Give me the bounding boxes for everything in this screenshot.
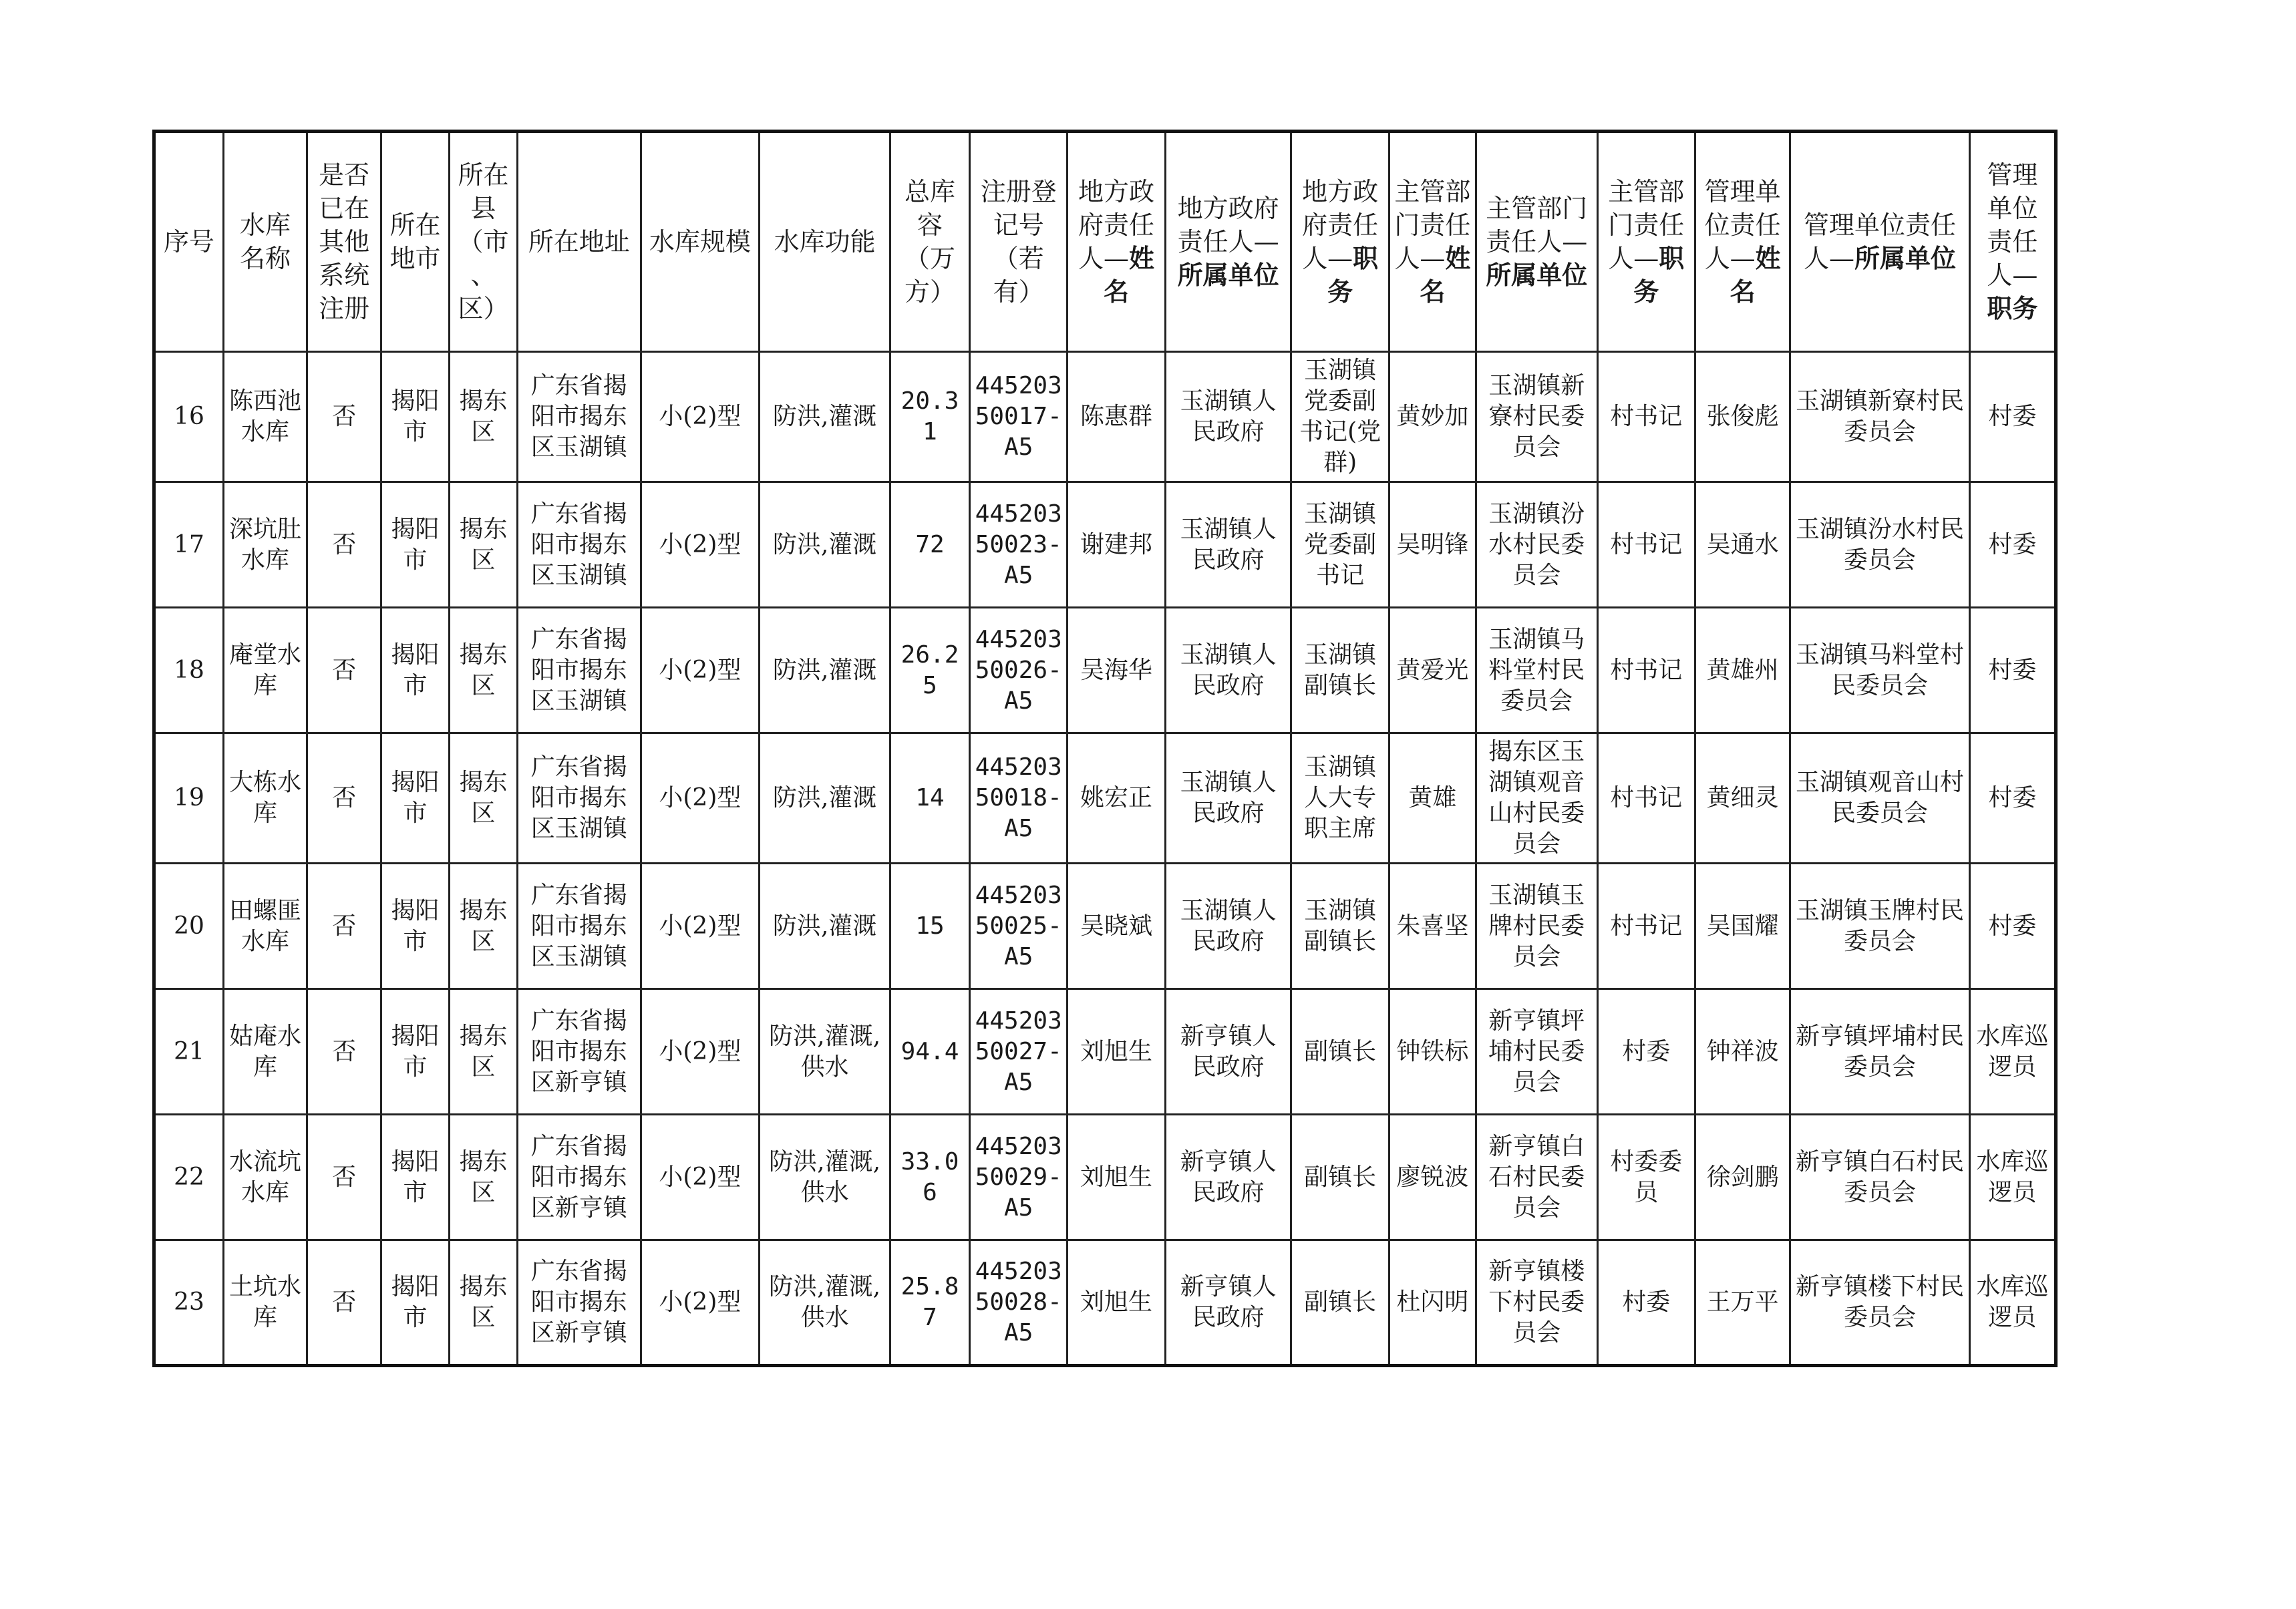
cell-dept-unit: 玉湖镇汾水村民委员会 (1476, 482, 1597, 608)
cell-dept-unit: 揭东区玉湖镇观音山村民委员会 (1476, 733, 1597, 864)
cell-dept-title: 村书记 (1597, 352, 1695, 482)
cell-dept-name: 黄雄 (1389, 733, 1476, 864)
cell-registration-number: 44520350028-A5 (970, 1240, 1068, 1366)
cell-seq: 22 (154, 1115, 224, 1240)
cell-registered: 否 (307, 1240, 381, 1366)
cell-reservoir-name: 大栋水库 (223, 733, 307, 864)
cell-function: 防洪,灌溉 (760, 864, 890, 989)
cell-city: 揭阳市 (381, 608, 450, 733)
cell-registered: 否 (307, 608, 381, 733)
cell-dept-unit: 新亨镇坪埔村民委员会 (1476, 989, 1597, 1115)
cell-capacity: 94.4 (890, 989, 969, 1115)
cell-dept-title: 村委 (1597, 1240, 1695, 1366)
cell-registration-number: 44520350023-A5 (970, 482, 1068, 608)
cell-county: 揭东区 (450, 1240, 518, 1366)
cell-mgmt-unit: 玉湖镇汾水村民委员会 (1790, 482, 1969, 608)
cell-registration-number: 44520350029-A5 (970, 1115, 1068, 1240)
cell-mgmt-unit: 新亨镇白石村民委员会 (1790, 1115, 1969, 1240)
header-gov-title-prefix: 地方政府责任人— (1302, 177, 1379, 273)
header-gov-name-field: 姓名 (1104, 243, 1155, 307)
cell-dept-name: 杜闪明 (1389, 1240, 1476, 1366)
cell-scale: 小(2)型 (641, 1240, 760, 1366)
cell-address: 广东省揭阳市揭东区玉湖镇 (517, 864, 641, 989)
cell-capacity: 26.25 (890, 608, 969, 733)
cell-mgmt-name: 吴国耀 (1695, 864, 1790, 989)
cell-scale: 小(2)型 (641, 733, 760, 864)
cell-dept-unit: 新亨镇楼下村民委员会 (1476, 1240, 1597, 1366)
cell-address: 广东省揭阳市揭东区玉湖镇 (517, 352, 641, 482)
cell-scale: 小(2)型 (641, 1115, 760, 1240)
cell-mgmt-unit: 新亨镇坪埔村民委员会 (1790, 989, 1969, 1115)
cell-address: 广东省揭阳市揭东区新亨镇 (517, 1240, 641, 1366)
header-dept-name-field: 姓名 (1420, 243, 1471, 307)
header-county: 所在县（市、区） (450, 132, 518, 352)
cell-gov-title: 玉湖镇党委副书记(党群) (1291, 352, 1389, 482)
header-mgmt-unit-prefix: 管理单位责任人— (1803, 210, 1956, 273)
cell-registration-number: 44520350027-A5 (970, 989, 1068, 1115)
cell-mgmt-name: 张俊彪 (1695, 352, 1790, 482)
cell-function: 防洪,灌溉 (760, 733, 890, 864)
header-dept-title-prefix: 主管部门责任人— (1608, 177, 1685, 273)
header-function: 水库功能 (760, 132, 890, 352)
header-mgmt-unit-field: 所属单位 (1854, 243, 1956, 273)
table-row (154, 608, 2056, 733)
table-row (154, 1115, 2056, 1240)
cell-gov-title: 玉湖镇副镇长 (1291, 864, 1389, 989)
header-mgmt-title (1969, 132, 2056, 352)
header-mgmt-name-prefix: 管理单位责任人— (1704, 177, 1781, 273)
cell-reservoir-name: 庵堂水库 (223, 608, 307, 733)
cell-seq: 20 (154, 864, 224, 989)
cell-dept-name: 吴明锋 (1389, 482, 1476, 608)
cell-registration-number: 44520350018-A5 (970, 733, 1068, 864)
cell-address: 广东省揭阳市揭东区玉湖镇 (517, 608, 641, 733)
cell-city: 揭阳市 (381, 1115, 450, 1240)
cell-function: 防洪,灌溉,供水 (760, 1115, 890, 1240)
cell-county: 揭东区 (450, 1115, 518, 1240)
cell-dept-name: 廖锐波 (1389, 1115, 1476, 1240)
cell-mgmt-name: 钟祥波 (1695, 989, 1790, 1115)
cell-dept-unit: 新亨镇白石村民委员会 (1476, 1115, 1597, 1240)
cell-gov-unit: 玉湖镇人民政府 (1165, 733, 1291, 864)
cell-city: 揭阳市 (381, 482, 450, 608)
cell-mgmt-name: 王万平 (1695, 1240, 1790, 1366)
header-address: 所在地址 (517, 132, 641, 352)
cell-dept-name: 黄爱光 (1389, 608, 1476, 733)
header-seq: 序号 (154, 132, 224, 352)
cell-mgmt-title: 村委 (1969, 864, 2056, 989)
header-scale: 水库规模 (641, 132, 760, 352)
cell-seq: 18 (154, 608, 224, 733)
cell-gov-name: 陈惠群 (1068, 352, 1165, 482)
cell-gov-title: 副镇长 (1291, 989, 1389, 1115)
cell-mgmt-name: 黄细灵 (1695, 733, 1790, 864)
cell-function: 防洪,灌溉,供水 (760, 1240, 890, 1366)
header-gov-name-prefix: 地方政府责任人— (1078, 177, 1155, 273)
header-gov-unit-field: 所属单位 (1177, 260, 1279, 290)
cell-gov-unit: 新亨镇人民政府 (1165, 1115, 1291, 1240)
header-mgmt-title-prefix: 管理单位责任人— (1987, 160, 2038, 290)
cell-dept-title: 村书记 (1597, 608, 1695, 733)
cell-gov-unit: 玉湖镇人民政府 (1165, 482, 1291, 608)
table-row (154, 989, 2056, 1115)
cell-dept-name: 钟铁标 (1389, 989, 1476, 1115)
cell-gov-name: 姚宏正 (1068, 733, 1165, 864)
cell-seq: 19 (154, 733, 224, 864)
table-row (154, 864, 2056, 989)
cell-registered: 否 (307, 482, 381, 608)
cell-reservoir-name: 陈西池水库 (223, 352, 307, 482)
cell-dept-unit: 玉湖镇马料堂村民委员会 (1476, 608, 1597, 733)
header-gov-name (1068, 132, 1165, 352)
cell-city: 揭阳市 (381, 352, 450, 482)
cell-capacity: 72 (890, 482, 969, 608)
cell-gov-name: 刘旭生 (1068, 989, 1165, 1115)
header-dept-name-prefix: 主管部门责任人— (1394, 177, 1471, 273)
cell-seq: 16 (154, 352, 224, 482)
cell-address: 广东省揭阳市揭东区新亨镇 (517, 1115, 641, 1240)
cell-county: 揭东区 (450, 733, 518, 864)
cell-seq: 23 (154, 1240, 224, 1366)
header-mgmt-name-field: 姓名 (1730, 243, 1781, 307)
cell-county: 揭东区 (450, 352, 518, 482)
cell-gov-title: 副镇长 (1291, 1240, 1389, 1366)
cell-mgmt-name: 吴通水 (1695, 482, 1790, 608)
cell-gov-name: 吴海华 (1068, 608, 1165, 733)
cell-mgmt-title: 村委 (1969, 352, 2056, 482)
cell-mgmt-name: 黄雄州 (1695, 608, 1790, 733)
cell-mgmt-title: 水库巡逻员 (1969, 1115, 2056, 1240)
cell-gov-unit: 玉湖镇人民政府 (1165, 608, 1291, 733)
cell-reservoir-name: 深坑肚水库 (223, 482, 307, 608)
cell-capacity: 15 (890, 864, 969, 989)
cell-mgmt-unit: 玉湖镇观音山村民委员会 (1790, 733, 1969, 864)
cell-scale: 小(2)型 (641, 864, 760, 989)
cell-reservoir-name: 水流坑水库 (223, 1115, 307, 1240)
cell-gov-name: 吴晓斌 (1068, 864, 1165, 989)
cell-reservoir-name: 田螺匪水库 (223, 864, 307, 989)
header-dept-title (1597, 132, 1695, 352)
cell-city: 揭阳市 (381, 989, 450, 1115)
cell-registered: 否 (307, 352, 381, 482)
cell-function: 防洪,灌溉 (760, 482, 890, 608)
header-dept-unit (1476, 132, 1597, 352)
cell-mgmt-unit: 新亨镇楼下村民委员会 (1790, 1240, 1969, 1366)
cell-gov-title: 玉湖镇副镇长 (1291, 608, 1389, 733)
cell-registered: 否 (307, 1115, 381, 1240)
cell-mgmt-unit: 玉湖镇马料堂村民委员会 (1790, 608, 1969, 733)
cell-mgmt-title: 村委 (1969, 482, 2056, 608)
cell-seq: 17 (154, 482, 224, 608)
header-dept-unit-prefix: 主管部门责任人— (1486, 194, 1588, 256)
cell-gov-title: 玉湖镇党委副书记 (1291, 482, 1389, 608)
table-row (154, 482, 2056, 608)
cell-scale: 小(2)型 (641, 989, 760, 1115)
cell-registered: 否 (307, 864, 381, 989)
cell-dept-name: 朱喜坚 (1389, 864, 1476, 989)
cell-mgmt-name: 徐剑鹏 (1695, 1115, 1790, 1240)
cell-dept-title: 村委委员 (1597, 1115, 1695, 1240)
header-capacity: 总库容（万方） (890, 132, 969, 352)
cell-mgmt-unit: 玉湖镇玉牌村民委员会 (1790, 864, 1969, 989)
cell-function: 防洪,灌溉 (760, 608, 890, 733)
cell-mgmt-title: 村委 (1969, 608, 2056, 733)
table-header-row (154, 132, 2056, 352)
header-gov-unit-prefix: 地方政府责任人— (1177, 194, 1279, 256)
cell-seq: 21 (154, 989, 224, 1115)
document-page (152, 130, 2058, 1367)
cell-capacity: 33.06 (890, 1115, 969, 1240)
header-city: 所在地市 (381, 132, 450, 352)
cell-gov-unit: 玉湖镇人民政府 (1165, 352, 1291, 482)
cell-dept-title: 村书记 (1597, 482, 1695, 608)
table-body (154, 352, 2056, 1366)
cell-county: 揭东区 (450, 608, 518, 733)
cell-county: 揭东区 (450, 864, 518, 989)
header-mgmt-name (1695, 132, 1790, 352)
cell-gov-unit: 新亨镇人民政府 (1165, 989, 1291, 1115)
header-gov-unit (1165, 132, 1291, 352)
header-gov-title-field: 职务 (1327, 243, 1379, 307)
table-row (154, 733, 2056, 864)
cell-gov-name: 刘旭生 (1068, 1115, 1165, 1240)
cell-scale: 小(2)型 (641, 482, 760, 608)
cell-capacity: 20.31 (890, 352, 969, 482)
cell-gov-name: 谢建邦 (1068, 482, 1165, 608)
cell-address: 广东省揭阳市揭东区新亨镇 (517, 989, 641, 1115)
cell-dept-unit: 玉湖镇玉牌村民委员会 (1476, 864, 1597, 989)
cell-mgmt-title: 水库巡逻员 (1969, 1240, 2056, 1366)
cell-registered: 否 (307, 989, 381, 1115)
table-row (154, 1240, 2056, 1366)
cell-county: 揭东区 (450, 482, 518, 608)
cell-registration-number: 44520350025-A5 (970, 864, 1068, 989)
cell-scale: 小(2)型 (641, 352, 760, 482)
header-reservoir-name: 水库名称 (223, 132, 307, 352)
cell-gov-unit: 玉湖镇人民政府 (1165, 864, 1291, 989)
cell-registered: 否 (307, 733, 381, 864)
cell-reservoir-name: 土坑水库 (223, 1240, 307, 1366)
header-registered: 是否已在其他系统注册 (307, 132, 381, 352)
cell-dept-title: 村书记 (1597, 733, 1695, 864)
header-gov-title (1291, 132, 1389, 352)
cell-gov-name: 刘旭生 (1068, 1240, 1165, 1366)
cell-mgmt-title: 水库巡逻员 (1969, 989, 2056, 1115)
cell-city: 揭阳市 (381, 733, 450, 864)
cell-city: 揭阳市 (381, 864, 450, 989)
cell-capacity: 14 (890, 733, 969, 864)
cell-function: 防洪,灌溉 (760, 352, 890, 482)
cell-mgmt-unit: 玉湖镇新寮村民委员会 (1790, 352, 1969, 482)
header-mgmt-title-field: 职务 (1987, 293, 2038, 323)
cell-gov-unit: 新亨镇人民政府 (1165, 1240, 1291, 1366)
header-dept-name (1389, 132, 1476, 352)
cell-scale: 小(2)型 (641, 608, 760, 733)
cell-county: 揭东区 (450, 989, 518, 1115)
cell-city: 揭阳市 (381, 1240, 450, 1366)
cell-dept-title: 村委 (1597, 989, 1695, 1115)
reservoir-responsibility-table (152, 130, 2058, 1367)
header-registration-number: 注册登记号（若有） (970, 132, 1068, 352)
table-row (154, 352, 2056, 482)
cell-dept-unit: 玉湖镇新寮村民委员会 (1476, 352, 1597, 482)
cell-dept-title: 村书记 (1597, 864, 1695, 989)
cell-registration-number: 44520350017-A5 (970, 352, 1068, 482)
cell-mgmt-title: 村委 (1969, 733, 2056, 864)
cell-registration-number: 44520350026-A5 (970, 608, 1068, 733)
cell-address: 广东省揭阳市揭东区玉湖镇 (517, 733, 641, 864)
cell-gov-title: 副镇长 (1291, 1115, 1389, 1240)
header-dept-title-field: 职务 (1633, 243, 1685, 307)
cell-capacity: 25.87 (890, 1240, 969, 1366)
cell-function: 防洪,灌溉,供水 (760, 989, 890, 1115)
cell-reservoir-name: 姑庵水库 (223, 989, 307, 1115)
cell-address: 广东省揭阳市揭东区玉湖镇 (517, 482, 641, 608)
header-dept-unit-field: 所属单位 (1486, 260, 1588, 290)
cell-dept-name: 黄妙加 (1389, 352, 1476, 482)
cell-gov-title: 玉湖镇人大专职主席 (1291, 733, 1389, 864)
header-mgmt-unit (1790, 132, 1969, 352)
